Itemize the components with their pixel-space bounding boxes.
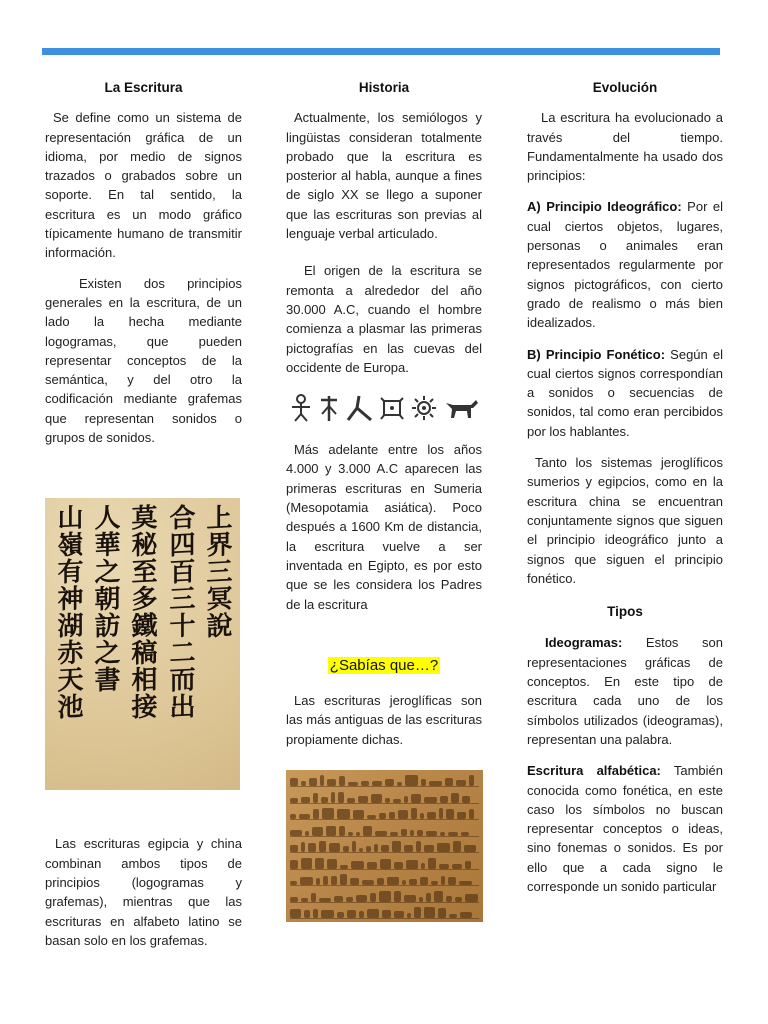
hieroglyph-glyph xyxy=(385,798,390,803)
calligraphy-line: 莫秘至多鐵稿相接 xyxy=(127,503,158,722)
hieroglyph-glyph xyxy=(319,898,331,902)
paragraph-escritura-alfabetica xyxy=(527,761,723,896)
person-pictograph-icon xyxy=(345,394,373,422)
hieroglyph-glyph xyxy=(311,893,316,902)
hieroglyph-glyph xyxy=(363,826,372,836)
hieroglyph-glyph xyxy=(452,864,462,869)
hieroglyph-glyph xyxy=(394,911,404,918)
hieroglyph-glyph xyxy=(397,782,402,786)
hieroglyph-glyph xyxy=(367,909,379,918)
hieroglyph-glyph xyxy=(448,877,456,885)
hieroglyph-row xyxy=(290,824,479,837)
hieroglyph-glyph xyxy=(351,861,364,869)
hieroglyph-glyph xyxy=(465,894,478,902)
hieroglyph-glyph xyxy=(299,814,310,819)
hieroglyph-glyph xyxy=(301,858,312,869)
hieroglyph-glyph xyxy=(421,863,425,869)
section-title-la-escritura: La Escritura xyxy=(104,80,183,95)
hieroglyph-glyph xyxy=(404,796,408,803)
hieroglyph-glyph xyxy=(455,897,462,902)
hieroglyph-glyph xyxy=(401,829,407,836)
hieroglyph-glyph xyxy=(313,909,318,918)
hieroglyph-glyph xyxy=(451,793,459,803)
hieroglyph-glyph xyxy=(393,799,401,803)
hieroglyph-row xyxy=(290,840,479,853)
hieroglyph-glyph xyxy=(347,798,355,803)
paragraph-egipcia-china: Las escrituras egipcia y china combinan ambos tipos de principios (logogramas y grafemas), mientras que las escrituras en alfabeto latino se basan solo en los grafemas. xyxy=(45,836,242,948)
hieroglyph-glyph xyxy=(352,841,356,852)
hieroglyph-glyph xyxy=(448,832,458,836)
hieroglyph-glyph xyxy=(359,848,363,852)
hieroglyph-glyph xyxy=(329,843,340,852)
label-principio-ideografico: A) Principio Ideográfico: xyxy=(527,199,682,215)
hieroglyph-glyph xyxy=(440,796,448,803)
hieroglyph-glyph xyxy=(404,845,413,852)
hieroglyph-glyph xyxy=(379,813,386,819)
hieroglyph-glyph xyxy=(348,782,358,786)
hieroglyph-glyph xyxy=(309,778,317,786)
hieroglyph-row xyxy=(290,857,479,870)
hieroglyph-glyph xyxy=(406,860,418,869)
label-ideogramas: Ideogramas: xyxy=(545,635,623,651)
hieroglyph-glyph xyxy=(308,843,316,852)
hieroglyph-glyph xyxy=(362,880,374,885)
hieroglyph-glyph xyxy=(460,912,472,918)
label-escritura-alfabetica: Escritura alfabética: xyxy=(527,763,661,779)
hieroglyph-glyph xyxy=(337,912,344,918)
hieroglyph-glyph xyxy=(409,879,417,885)
hieroglyph-glyph xyxy=(437,843,450,852)
hieroglyph-glyph xyxy=(379,891,391,902)
hieroglyph-glyph xyxy=(321,910,334,918)
hieroglyph-glyph xyxy=(392,841,401,852)
calligraphy-line: 人華之朝訪之書 xyxy=(90,503,121,695)
hieroglyph-glyph xyxy=(320,775,324,786)
hieroglyph-glyph xyxy=(315,858,324,869)
hieroglyph-glyph xyxy=(331,792,335,803)
hieroglyph-glyph xyxy=(375,831,387,836)
hieroglyph-glyph xyxy=(331,876,337,885)
hieroglyph-glyph xyxy=(371,794,382,803)
hieroglyph-glyph xyxy=(323,876,328,885)
paragraph-semiologos: Actualmente, los semiólogos y lingüistas consideran totalmente probado que la escritura es posterior al habla, aunque a fines de siglo XX se llego a suponer que las escrituras son previas al lenguaje verbal articulado. xyxy=(286,110,482,242)
hieroglyph-glyph xyxy=(343,846,349,852)
hieroglyph-row xyxy=(290,807,479,820)
paragraph-evolucion: La escritura ha evolucionado a través del tiempo. Fundamentalmente ha usado dos principios: xyxy=(527,110,723,184)
paragraph-principio-fonetico xyxy=(527,345,723,441)
hieroglyph-glyph xyxy=(359,911,364,918)
hieroglyph-glyph xyxy=(469,775,474,786)
hieroglyph-glyph xyxy=(424,907,435,918)
hieroglyph-glyph xyxy=(290,860,298,869)
hieroglyph-glyph xyxy=(420,877,428,885)
section-title-evolucion: Evolución xyxy=(592,80,658,95)
hieroglyph-glyph xyxy=(312,827,323,836)
hieroglyph-glyph xyxy=(426,893,431,902)
label-principio-fonetico: B) Principio Fonético: xyxy=(527,346,666,362)
hieroglyph-glyph xyxy=(456,780,466,786)
paragraph-origen: El origen de la escritura se remonta a alrededor del año 30.000 A.C, cuando el hombre comienza a plasmar las primeras pictografías en las cuevas del occidente de Europa. xyxy=(286,263,482,375)
hieroglyph-glyph xyxy=(316,878,320,885)
text-escritura-alfabetica: También conocida como fonética, en este caso los símbolos no buscan representar conceptos o ideas, sino fonemas o sonidos. Es por ello que a cada signo le corresponde un sonido particular xyxy=(527,763,724,894)
hieroglyph-glyph xyxy=(441,876,445,885)
hieroglyph-glyph xyxy=(449,914,457,918)
calligraphy-line: 山嶺有神湖赤天池 xyxy=(52,503,83,722)
hieroglyph-glyph xyxy=(405,775,418,786)
hieroglyph-glyph xyxy=(434,891,443,902)
hieroglyph-glyph xyxy=(338,792,344,803)
paragraph-principios: Existen dos principios generales en la escritura, de un lado la hecha mediante logogramas, que pueden representar conceptos de la semántica, y del otro la codificación mediante grafemas que representan sonidos o grupos de sonidos. xyxy=(45,275,242,446)
hieroglyph-glyph xyxy=(337,809,350,819)
hieroglyph-glyph xyxy=(462,796,470,803)
hieroglyph-glyph xyxy=(439,864,449,869)
hieroglyph-glyph xyxy=(300,877,313,885)
hieroglyph-glyph xyxy=(370,893,376,902)
hieroglyph-glyph xyxy=(445,778,453,786)
hieroglyph-glyph xyxy=(398,810,408,819)
hieroglyph-row xyxy=(290,890,479,903)
hieroglyph-glyph xyxy=(290,830,302,836)
hieroglyph-glyph xyxy=(457,812,466,819)
hieroglyph-glyph xyxy=(394,862,403,869)
animal-pictograph-icon xyxy=(443,394,479,422)
frame-pictograph-icon xyxy=(379,394,405,422)
column-historia xyxy=(286,78,482,922)
hieroglyph-glyph xyxy=(327,859,337,869)
hieroglyph-glyph xyxy=(429,781,442,786)
hieroglyph-glyph xyxy=(453,841,461,852)
hieroglyph-glyph xyxy=(348,832,353,836)
hieroglyph-row xyxy=(290,906,479,919)
hieroglyph-glyph xyxy=(459,881,472,885)
stick-figure-icon xyxy=(289,394,313,422)
hieroglyph-glyph xyxy=(382,910,391,918)
hieroglyph-row xyxy=(290,873,479,886)
hieroglyph-glyph xyxy=(346,897,353,902)
hieroglyph-row xyxy=(290,791,479,804)
hieroglyph-glyph xyxy=(356,832,360,836)
hieroglyph-glyph xyxy=(290,798,298,803)
hieroglyph-glyph xyxy=(361,781,369,786)
hieroglyph-glyph xyxy=(428,858,436,869)
hieroglyph-glyph xyxy=(372,781,382,786)
hieroglyph-glyph xyxy=(340,865,348,869)
hieroglyph-glyph xyxy=(424,845,434,852)
hieroglyph-glyph xyxy=(353,810,364,819)
hieroglyph-glyph xyxy=(446,809,454,819)
hieroglyph-glyph xyxy=(402,880,406,885)
hieroglyph-glyph xyxy=(290,897,298,902)
hieroglyph-glyph xyxy=(290,881,297,885)
hieroglyph-glyph xyxy=(417,830,423,836)
hieroglyph-glyph xyxy=(366,846,371,852)
sun-pictograph-icon xyxy=(411,394,437,422)
hieroglyph-glyph xyxy=(301,797,310,803)
hieroglyph-glyph xyxy=(322,808,334,819)
hieroglyph-glyph xyxy=(446,896,452,902)
hieroglyph-glyph xyxy=(301,842,305,852)
hieroglyph-glyph xyxy=(389,812,395,819)
hieroglyph-glyph xyxy=(290,845,298,852)
text-ideogramas: Estos son representaciones gráficas de conceptos. En este tipo de escritura cada uno de los símbolos utilizados (ideogramas), representan una palabra. xyxy=(527,635,723,747)
calligraphy-line: 上界三冥說 xyxy=(202,503,233,641)
hieroglyph-glyph xyxy=(313,809,319,819)
hieroglyph-glyph xyxy=(414,907,421,918)
hieroglyph-glyph xyxy=(410,830,414,836)
section-title-tipos: Tipos xyxy=(607,604,643,620)
hieroglyph-glyph xyxy=(380,859,391,869)
hieroglyph-glyph xyxy=(358,796,368,803)
hieroglyph-glyph xyxy=(440,832,445,836)
text-principio-fonetico: Según el cual ciertos signos correspondían a sonidos o secuencias de sonidos, tal como eran percibidos por los hablantes. xyxy=(527,346,723,439)
hieroglyph-glyph xyxy=(321,797,328,803)
hieroglyph-glyph xyxy=(407,913,411,918)
paragraph-definicion: Se define como un sistema de representación gráfica de un idioma, por medio de signos trazados o grabados sobre un soporte. En tal sentido, la escritura es un modo gráfico típicamente humano de transmitir información. xyxy=(45,110,242,261)
hieroglyph-glyph xyxy=(301,898,308,902)
hieroglyph-glyph xyxy=(350,878,359,885)
paragraph-principio-ideografico xyxy=(527,197,723,332)
hieroglyph-glyph xyxy=(367,862,377,869)
top-accent-bar xyxy=(42,48,720,55)
hieroglyph-glyph xyxy=(421,779,426,786)
hieroglyph-glyph xyxy=(356,895,367,902)
hieroglyph-glyph xyxy=(340,874,347,885)
hieroglyph-glyph xyxy=(465,861,471,869)
hieroglyph-glyph xyxy=(390,832,398,836)
section-title-historia: Historia xyxy=(358,80,410,95)
hieroglyph-glyph xyxy=(290,778,298,786)
hieroglyph-glyph xyxy=(313,793,318,803)
hieroglyph-glyph xyxy=(431,881,438,885)
hieroglyph-glyph xyxy=(339,826,345,836)
hieroglyph-glyph xyxy=(469,809,474,819)
hieroglyph-glyph xyxy=(385,779,394,786)
hieroglyph-glyph xyxy=(461,832,469,836)
paragraph-ideogramas xyxy=(527,633,723,749)
hieroglyph-glyph xyxy=(411,808,417,819)
hieroglyph-glyph xyxy=(419,897,423,902)
text-principio-ideografico: Por el cual ciertos objetos, lugares, personas o animales eran representados regularmente por signos pictográficos, con cierto grado de realismo o más bien idealizados. xyxy=(527,199,723,331)
hieroglyph-glyph xyxy=(439,808,443,819)
hieroglyph-glyph xyxy=(404,895,416,902)
hieroglyph-glyph xyxy=(339,776,345,786)
hieroglyph-glyph xyxy=(464,845,476,852)
tree-pictograph-icon xyxy=(319,394,339,422)
sabias-que-heading xyxy=(286,656,482,675)
paragraph-sistemas-jeroglificos: Tanto los sistemas jeroglíficos sumerios y egipcios, como en la escritura china se encuentran conjuntamente signos que siguen el principio ideográfico junto a signos que siguen el principio fonético. xyxy=(527,455,723,586)
calligraphy-line: 合四百三十二而出 xyxy=(164,503,195,722)
hieroglyph-glyph xyxy=(381,845,389,852)
hieroglyph-glyph xyxy=(394,891,401,902)
sabias-que-highlight: ¿Sabías que…? xyxy=(329,656,439,674)
hieroglyph-glyph xyxy=(304,910,310,918)
hieroglyph-glyph xyxy=(290,909,301,918)
hieroglyph-glyph xyxy=(367,815,376,819)
hieroglyph-glyph xyxy=(426,831,437,836)
hieroglyph-glyph xyxy=(290,814,296,819)
hieroglyph-glyph xyxy=(377,878,384,885)
hieroglyph-row xyxy=(290,774,479,787)
egyptian-hieroglyphs-image xyxy=(286,770,483,922)
hieroglyph-glyph xyxy=(416,841,421,852)
hieroglyph-glyph xyxy=(305,831,309,836)
hieroglyph-glyph xyxy=(347,910,356,918)
hieroglyph-glyph xyxy=(327,779,336,786)
hieroglyph-glyph xyxy=(427,812,436,819)
hieroglyph-glyph xyxy=(319,841,326,852)
pictograph-symbols xyxy=(286,393,482,423)
hieroglyph-glyph xyxy=(424,797,437,803)
hieroglyph-glyph xyxy=(334,896,343,902)
column-la-escritura xyxy=(45,78,242,950)
paragraph-jeroglificas: Las escrituras jeroglíficas son las más antiguas de las escrituras propiamente dichas. xyxy=(286,693,482,747)
hieroglyph-glyph xyxy=(387,877,399,885)
hieroglyph-glyph xyxy=(326,826,336,836)
hieroglyph-glyph xyxy=(301,781,306,786)
hieroglyph-glyph xyxy=(420,813,424,819)
hieroglyph-glyph xyxy=(411,794,421,803)
paragraph-sumeria-egipto: Más adelante entre los años 4.000 y 3.000 A.C aparecen las primeras escrituras en Sumeria (Mesopotamia asiática). Poco después a 1600 Km de distancia, la escritura vuelve a ser inventada en Egipto, es por esto que se les considera los Padres de la escritura xyxy=(286,442,482,612)
hieroglyph-glyph xyxy=(374,844,378,852)
chinese-calligraphy-image xyxy=(45,498,240,790)
column-evolucion xyxy=(527,78,723,896)
hieroglyph-glyph xyxy=(438,908,446,918)
